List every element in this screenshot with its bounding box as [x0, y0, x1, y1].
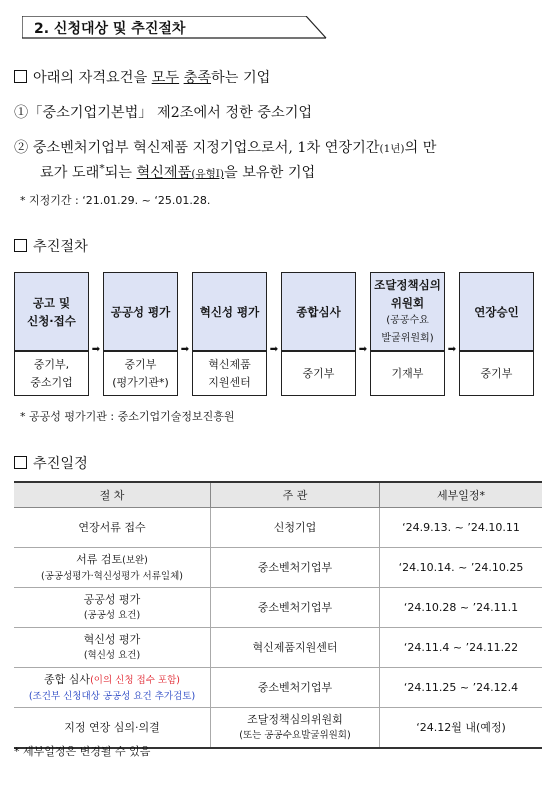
flow-step-title: [459, 272, 534, 352]
date-cell: ‘24.12월 내(예정): [380, 708, 543, 749]
flow-step-title: [192, 272, 267, 352]
step-cell: 연장서류 접수: [14, 508, 211, 548]
org-cell: 조달정책심의위원회 (또는 공공수요발굴위원회): [211, 708, 380, 749]
checkbox-square-icon: [14, 70, 27, 83]
step-cell: 혁신성 평가 (혁신성 요건): [14, 628, 211, 668]
org-cell: 중소벤처기업부: [211, 548, 380, 588]
section-header: [22, 16, 322, 38]
table-row: [14, 628, 542, 668]
column-header-step: 절 차: [14, 482, 211, 508]
org-cell: 혁신제품지원센터: [211, 628, 380, 668]
flow-step-title-line: 공고 및: [32, 295, 71, 310]
flow-step: [459, 272, 534, 396]
flow-step-title-line: 혁신성 평가: [199, 304, 260, 319]
flow-step-title-line: 연장승인: [474, 304, 519, 319]
schedule-note: * 세부일정은 변경될 수 있음: [14, 745, 151, 758]
date-cell: ‘24.9.13. ~ ’24.10.11: [380, 508, 543, 548]
procedure-note: * 공공성 평가기관 : 중소기업기술정보진흥원: [20, 410, 235, 423]
eligibility-item-1: ①「중소기업기본법」 제2조에서 정한 중소기업: [14, 105, 313, 121]
table-row: [14, 508, 542, 548]
org-cell: 중소벤처기업부: [211, 668, 380, 708]
eligibility-item-2-line-2: 료가 도래*되는 혁신제품(유형Ⅰ)을 보유한 기업: [40, 162, 316, 181]
table-row: [14, 588, 542, 628]
eligibility-heading: 아래의 자격요건을 모두 충족하는 기업: [14, 67, 270, 87]
flow-step-title: [370, 272, 445, 352]
flow-step-title-line: 종합심사: [296, 304, 341, 319]
checkbox-square-icon: [14, 239, 27, 252]
date-cell: ‘24.10.28 ~ ’24.11.1: [380, 588, 543, 628]
flow-step: [14, 272, 89, 396]
eligibility-item-2-line-1: ② 중소벤처기업부 혁신제품 지정기업으로서, 1차 연장기간(1년)의 만: [14, 140, 437, 156]
flow-step-org: 중기부 (평가기관*): [103, 352, 178, 396]
section-title: 2. 신청대상 및 추진절차: [34, 21, 186, 37]
flow-step-subtitle: (공공수요: [386, 314, 429, 326]
flow-step-title-line: 위원회: [390, 295, 425, 310]
table-row: [14, 548, 542, 588]
step-cell: 서류 검토(보완) (공공성평가·혁신성평가 서류일체): [14, 548, 211, 588]
table-header-row: [14, 482, 542, 508]
flow-step-org: 중기부, 중소기업: [14, 352, 89, 396]
flow-step-title-line: 신청·접수: [27, 313, 76, 328]
schedule-heading: 추진일정: [14, 453, 88, 473]
column-header-org: 주 관: [211, 482, 380, 508]
step-cell: 지정 연장 심의·의결: [14, 708, 211, 749]
org-cell: 중소벤처기업부: [211, 588, 380, 628]
flow-step-title-line: 공공성 평가: [110, 304, 171, 319]
flow-arrow-icon: ➡: [447, 344, 457, 355]
flow-step: [281, 272, 356, 396]
procedure-heading: 추진절차: [14, 236, 88, 256]
table-row: [14, 668, 542, 708]
step-cell: 공공성 평가 (공공성 요건): [14, 588, 211, 628]
flow-arrow-icon: ➡: [269, 344, 279, 355]
flow-step-subtitle: 발굴위원회): [381, 332, 434, 344]
flow-step-title: [281, 272, 356, 352]
flow-step-title-line: 조달정책심의: [374, 277, 441, 292]
step-cell: 종합 심사(이의 신청 접수 포함) (조건부 신청대상 공공성 요건 추가검토): [14, 668, 211, 708]
flow-step-title: [14, 272, 89, 352]
flow-arrow-icon: ➡: [180, 344, 190, 355]
flow-step-org: 혁신제품 지원센터: [192, 352, 267, 396]
flow-step-org: 기재부: [370, 352, 445, 396]
column-header-date: 세부일정*: [380, 482, 543, 508]
flow-arrow-icon: ➡: [91, 344, 101, 355]
checkbox-square-icon: [14, 456, 27, 469]
flow-step-org: 중기부: [281, 352, 356, 396]
schedule-table: [14, 481, 542, 749]
date-cell: ‘24.11.4 ~ ’24.11.22: [380, 628, 543, 668]
table-row: [14, 708, 542, 749]
flow-step: [370, 272, 445, 396]
designation-period-note: * 지정기간 : ‘21.01.29. ~ ‘25.01.28.: [20, 194, 211, 207]
flow-step-org: 중기부: [459, 352, 534, 396]
date-cell: ‘24.10.14. ~ ’24.10.25: [380, 548, 543, 588]
date-cell: ‘24.11.25 ~ ’24.12.4: [380, 668, 543, 708]
flow-arrow-icon: ➡: [358, 344, 368, 355]
org-cell: 신청기업: [211, 508, 380, 548]
flow-step-title: [103, 272, 178, 352]
flow-step: [192, 272, 267, 396]
flow-step: [103, 272, 178, 396]
